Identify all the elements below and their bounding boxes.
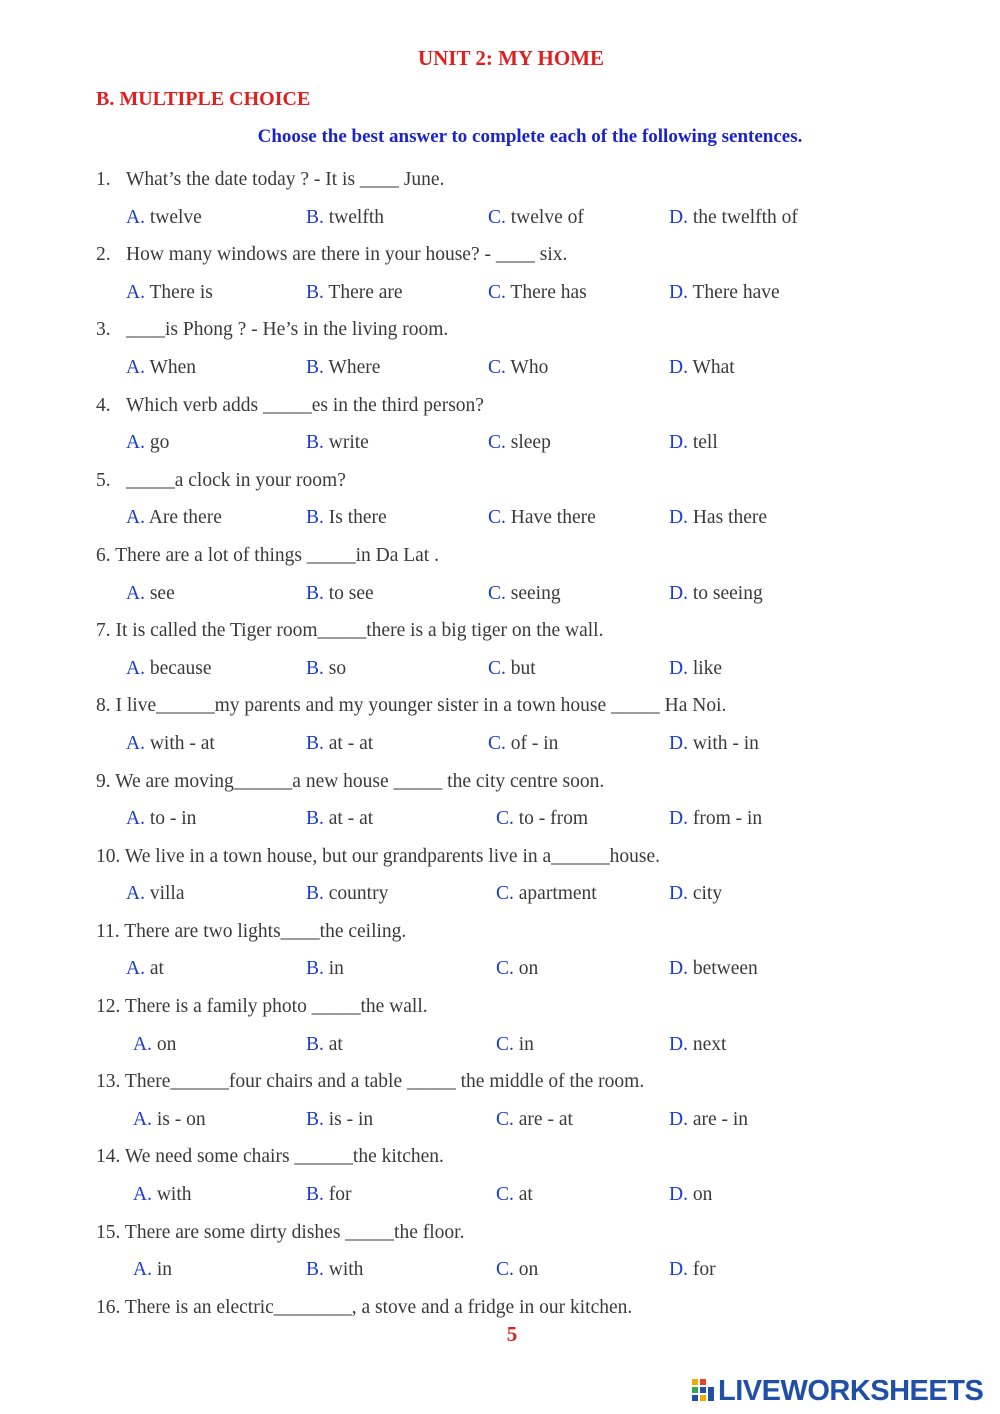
option-text: city [692,883,723,905]
question-row [0,387,1000,425]
question-stem: There are a lot of things _____in Da Lat . [115,544,439,566]
option-text: at [518,1184,533,1206]
option-letter: C. [496,1033,514,1055]
answer-option-b[interactable] [306,1176,352,1214]
option-text: Who [510,356,549,378]
option-letter: D. [669,582,688,604]
instruction-text: Choose the best answer to complete each of the following sentences. [257,126,803,147]
answer-option-c[interactable] [488,199,584,237]
answer-option-a[interactable] [126,499,222,537]
option-letter: B. [306,432,324,454]
answer-option-b[interactable] [306,800,373,838]
option-letter: A. [126,657,145,679]
option-letter: C. [488,657,506,679]
option-text: apartment [518,883,597,905]
option-text: see [149,582,175,604]
option-text: are - at [518,1108,573,1130]
answer-option-a[interactable] [126,575,175,613]
option-letter: C. [488,356,506,378]
option-text: twelve [149,206,202,228]
question-text [96,537,439,575]
liveworksheets-logo-text: LIVEWORKSHEETS [718,1374,984,1407]
option-letter: B. [306,1108,324,1130]
option-text: for [692,1259,716,1281]
option-text: to seeing [692,582,763,604]
question-row [0,838,1000,876]
question-stem: We live in a town house, but our grandparents live in a______house. [124,845,661,867]
answer-options [0,725,1000,763]
option-text: Is there [328,507,387,529]
option-letter: B. [306,507,324,529]
option-text: twelfth [328,206,384,228]
option-text: the twelfth of [692,206,798,228]
answer-option-b[interactable] [306,725,373,763]
answer-option-b[interactable] [306,1101,373,1139]
option-text: on [518,958,539,980]
answer-option-d[interactable] [669,1176,712,1214]
answer-option-c[interactable] [488,274,587,312]
question-text [96,311,448,349]
option-letter: D. [669,281,688,303]
answer-option-d[interactable] [669,1251,716,1289]
option-letter: B. [306,657,324,679]
answer-option-b[interactable] [306,875,388,913]
question-number: 2. [96,244,111,266]
option-text: are - in [692,1108,749,1130]
answer-option-a[interactable] [126,800,196,838]
answer-option-a[interactable] [133,1101,206,1139]
answer-option-c[interactable] [488,575,561,613]
question-text [96,612,603,650]
option-letter: D. [669,206,688,228]
option-letter: A. [126,281,145,303]
answer-option-d[interactable] [669,800,762,838]
option-text: Are there [148,507,222,529]
question-text [96,838,660,876]
answer-options [0,800,1000,838]
option-letter: B. [306,1033,324,1055]
answer-option-a[interactable] [126,274,213,312]
option-letter: B. [306,1259,324,1281]
question-number: 13. [96,1071,121,1093]
option-text: There are [328,281,403,303]
option-letter: C. [496,1259,514,1281]
answer-option-c[interactable] [496,875,597,913]
option-letter: C. [488,281,506,303]
option-letter: C. [488,582,506,604]
question-stem: ____is Phong ? - He’s in the living room. [126,319,449,341]
answer-option-d[interactable] [669,499,767,537]
option-letter: C. [488,732,506,754]
answer-option-d[interactable] [669,349,735,387]
option-letter: C. [496,883,514,905]
answer-option-a[interactable] [126,875,185,913]
option-letter: A. [126,582,145,604]
answer-option-c[interactable] [488,725,558,763]
option-text: with [328,1259,364,1281]
option-letter: D. [669,432,688,454]
option-letter: A. [126,356,145,378]
option-letter: B. [306,582,324,604]
answer-option-c[interactable] [496,1251,538,1289]
option-letter: A. [126,732,145,754]
option-letter: D. [669,1108,688,1130]
option-text: with - in [692,732,759,754]
question-number: 10. [96,845,121,867]
answer-option-a[interactable] [133,1251,172,1289]
answer-option-c[interactable] [496,800,588,838]
answer-option-a[interactable] [126,950,164,988]
answer-option-d[interactable] [669,199,798,237]
option-letter: C. [488,432,506,454]
option-text: Where [328,356,381,378]
answer-options [0,950,1000,988]
question-row [0,161,1000,199]
question-number: 1. [96,169,111,190]
option-letter: A. [133,1108,152,1130]
answer-options [0,499,1000,537]
answer-option-d[interactable] [669,274,780,312]
option-text: of - in [510,732,559,754]
answer-option-a[interactable] [133,1176,192,1214]
question-text [96,1214,464,1252]
option-text: from - in [692,808,763,830]
option-letter: A. [133,1184,152,1206]
answer-option-a[interactable] [133,1026,176,1064]
unit-title: UNIT 2: MY HOME [417,46,605,70]
option-text: to - in [149,808,197,830]
option-text: go [149,432,170,454]
question-number: 4. [96,394,111,416]
answer-option-b[interactable] [306,1026,343,1064]
option-text: Has there [692,507,768,529]
answer-option-a[interactable] [126,349,196,387]
answer-option-b[interactable] [306,575,374,613]
answer-option-d[interactable] [669,875,722,913]
option-text: for [328,1184,352,1206]
question-stem: There______four chairs and a table _____ the middle of the room. [124,1071,645,1093]
option-letter: A. [126,206,145,228]
option-letter: C. [496,1184,514,1206]
option-text: in [518,1033,534,1055]
option-text: at - at [328,732,374,754]
option-letter: D. [669,356,688,378]
option-letter: D. [669,732,688,754]
answer-option-b[interactable] [306,499,387,537]
question-row [0,687,1000,725]
answer-options [0,1026,1000,1064]
question-stem: How many windows are there in your house? - ____ six. [126,244,568,266]
option-text: with - at [149,732,215,754]
answer-option-a[interactable] [126,650,212,688]
answer-option-b[interactable] [306,424,369,462]
option-letter: D. [669,808,688,830]
option-text: in [328,958,344,980]
option-letter: A. [126,432,145,454]
question-stem: It is called the Tiger room_____there is a big tiger on the wall. [115,620,604,642]
question-list [0,161,1000,1326]
option-letter: B. [306,356,324,378]
question-number: 6. [96,544,111,566]
question-row [0,1289,1000,1327]
answer-options [0,349,1000,387]
option-text: There have [692,281,780,303]
question-text [96,763,604,801]
option-text: on [692,1184,713,1206]
option-text: seeing [510,582,561,604]
option-letter: B. [306,281,324,303]
liveworksheets-logo-icon [692,1377,714,1405]
option-letter: D. [669,1184,688,1206]
question-row [0,988,1000,1026]
answer-option-c[interactable] [488,499,596,537]
option-text: because [149,657,212,679]
question-number: 9. [96,770,111,792]
option-text: There is [149,281,213,303]
answer-options [0,875,1000,913]
option-text: is - in [328,1108,374,1130]
option-text: with [156,1184,192,1206]
answer-options [0,274,1000,312]
option-text: between [692,958,758,980]
answer-option-c[interactable] [488,650,536,688]
option-letter: B. [306,1184,324,1206]
option-text: to see [328,582,374,604]
answer-option-d[interactable] [669,575,763,613]
question-text [96,462,346,500]
option-letter: A. [126,507,145,529]
answer-options [0,199,1000,237]
answer-option-c[interactable] [496,1176,533,1214]
question-text [96,161,444,199]
section-heading: B. MULTIPLE CHOICE [96,88,311,110]
option-letter: D. [669,507,688,529]
question-stem: What’s the date today ? - It is ____ June. [126,169,445,190]
option-letter: B. [306,958,324,980]
option-letter: D. [669,1259,688,1281]
option-letter: B. [306,206,324,228]
question-row [0,1214,1000,1252]
answer-option-a[interactable] [126,199,202,237]
option-text: country [328,883,389,905]
question-stem: There are some dirty dishes _____the floor. [124,1221,465,1243]
answer-option-d[interactable] [669,1101,748,1139]
question-text [96,1063,644,1101]
answer-option-b[interactable] [306,650,346,688]
option-text: Have there [510,507,596,529]
option-letter: D. [669,958,688,980]
answer-option-b[interactable] [306,950,344,988]
option-text: at - at [328,808,374,830]
option-letter: C. [488,206,506,228]
answer-options [0,424,1000,462]
option-text: like [692,657,723,679]
option-text: is - on [156,1108,206,1130]
option-text: on [518,1259,539,1281]
answer-option-d[interactable] [669,424,718,462]
option-letter: D. [669,657,688,679]
answer-option-b[interactable] [306,349,380,387]
option-letter: D. [669,883,688,905]
question-row [0,537,1000,575]
answer-option-d[interactable] [669,650,722,688]
answer-options [0,650,1000,688]
option-text: next [692,1033,727,1055]
option-text: at [328,1033,343,1055]
question-row [0,612,1000,650]
option-text: but [510,657,536,679]
question-number: 3. [96,319,111,341]
answer-option-d[interactable] [669,950,758,988]
question-stem: There is an electric________, a stove and a fridge in our kitchen. [124,1296,633,1318]
answer-option-c[interactable] [496,1101,573,1139]
question-number: 8. [96,695,111,717]
answer-option-d[interactable] [669,1026,726,1064]
question-row [0,913,1000,951]
option-letter: A. [133,1033,152,1055]
answer-options [0,1176,1000,1214]
answer-option-c[interactable] [496,1026,534,1064]
answer-option-a[interactable] [126,725,215,763]
option-letter: A. [126,808,145,830]
option-text: in [156,1259,173,1281]
question-number: 7. [96,620,111,642]
option-text: at [149,958,164,980]
option-letter: C. [488,507,506,529]
question-number: 5. [96,469,111,491]
option-letter: A. [133,1259,152,1281]
question-row [0,311,1000,349]
question-text [96,1289,632,1327]
answer-options [0,575,1000,613]
option-text: tell [692,432,718,454]
question-stem: We are moving______a new house _____ the city centre soon. [115,770,605,792]
liveworksheets-logo [692,1373,983,1409]
answer-option-b[interactable] [306,199,384,237]
option-text: on [156,1033,177,1055]
option-letter: A. [126,883,145,905]
option-text: write [328,432,369,454]
option-letter: D. [669,1033,688,1055]
answer-option-c[interactable] [496,950,538,988]
answer-option-b[interactable] [306,1251,363,1289]
option-letter: C. [496,1108,514,1130]
question-text [96,687,726,725]
option-text: villa [149,883,185,905]
question-number: 15. [96,1221,121,1243]
question-row [0,462,1000,500]
answer-options [0,1251,1000,1289]
answer-option-a[interactable] [126,424,169,462]
question-stem: There is a family photo _____the wall. [124,996,428,1018]
option-letter: C. [496,808,514,830]
option-text: When [149,356,197,378]
question-text [96,236,567,274]
question-stem: _____a clock in your room? [126,469,346,491]
option-letter: B. [306,732,324,754]
question-stem: I live______my parents and my younger sister in a town house _____ Ha Noi. [115,695,727,717]
option-letter: B. [306,883,324,905]
option-text: sleep [510,432,551,454]
option-letter: C. [496,958,514,980]
question-stem: Which verb adds _____es in the third person? [126,394,484,416]
page-number: 5 [506,1322,518,1346]
option-text: so [328,657,347,679]
option-text: There has [510,281,587,303]
question-text [96,988,428,1026]
answer-option-c[interactable] [488,349,548,387]
answer-options [0,1101,1000,1139]
question-row [0,1063,1000,1101]
question-text [96,1138,444,1176]
answer-option-c[interactable] [488,424,551,462]
question-number: 14. [96,1146,121,1168]
option-text: to - from [518,808,589,830]
option-text: What [692,356,735,378]
question-number: 16. [96,1296,121,1318]
option-letter: A. [126,958,145,980]
question-number: 11. [96,920,120,942]
question-stem: There are two lights____the ceiling. [124,920,407,942]
option-text: twelve of [510,206,584,228]
answer-option-b[interactable] [306,274,403,312]
question-text [96,387,484,425]
question-row [0,763,1000,801]
answer-option-d[interactable] [669,725,759,763]
question-row [0,1138,1000,1176]
question-stem: We need some chairs ______the kitchen. [124,1146,444,1168]
question-row [0,236,1000,274]
question-number: 12. [96,996,121,1018]
question-text [96,913,406,951]
option-letter: B. [306,808,324,830]
